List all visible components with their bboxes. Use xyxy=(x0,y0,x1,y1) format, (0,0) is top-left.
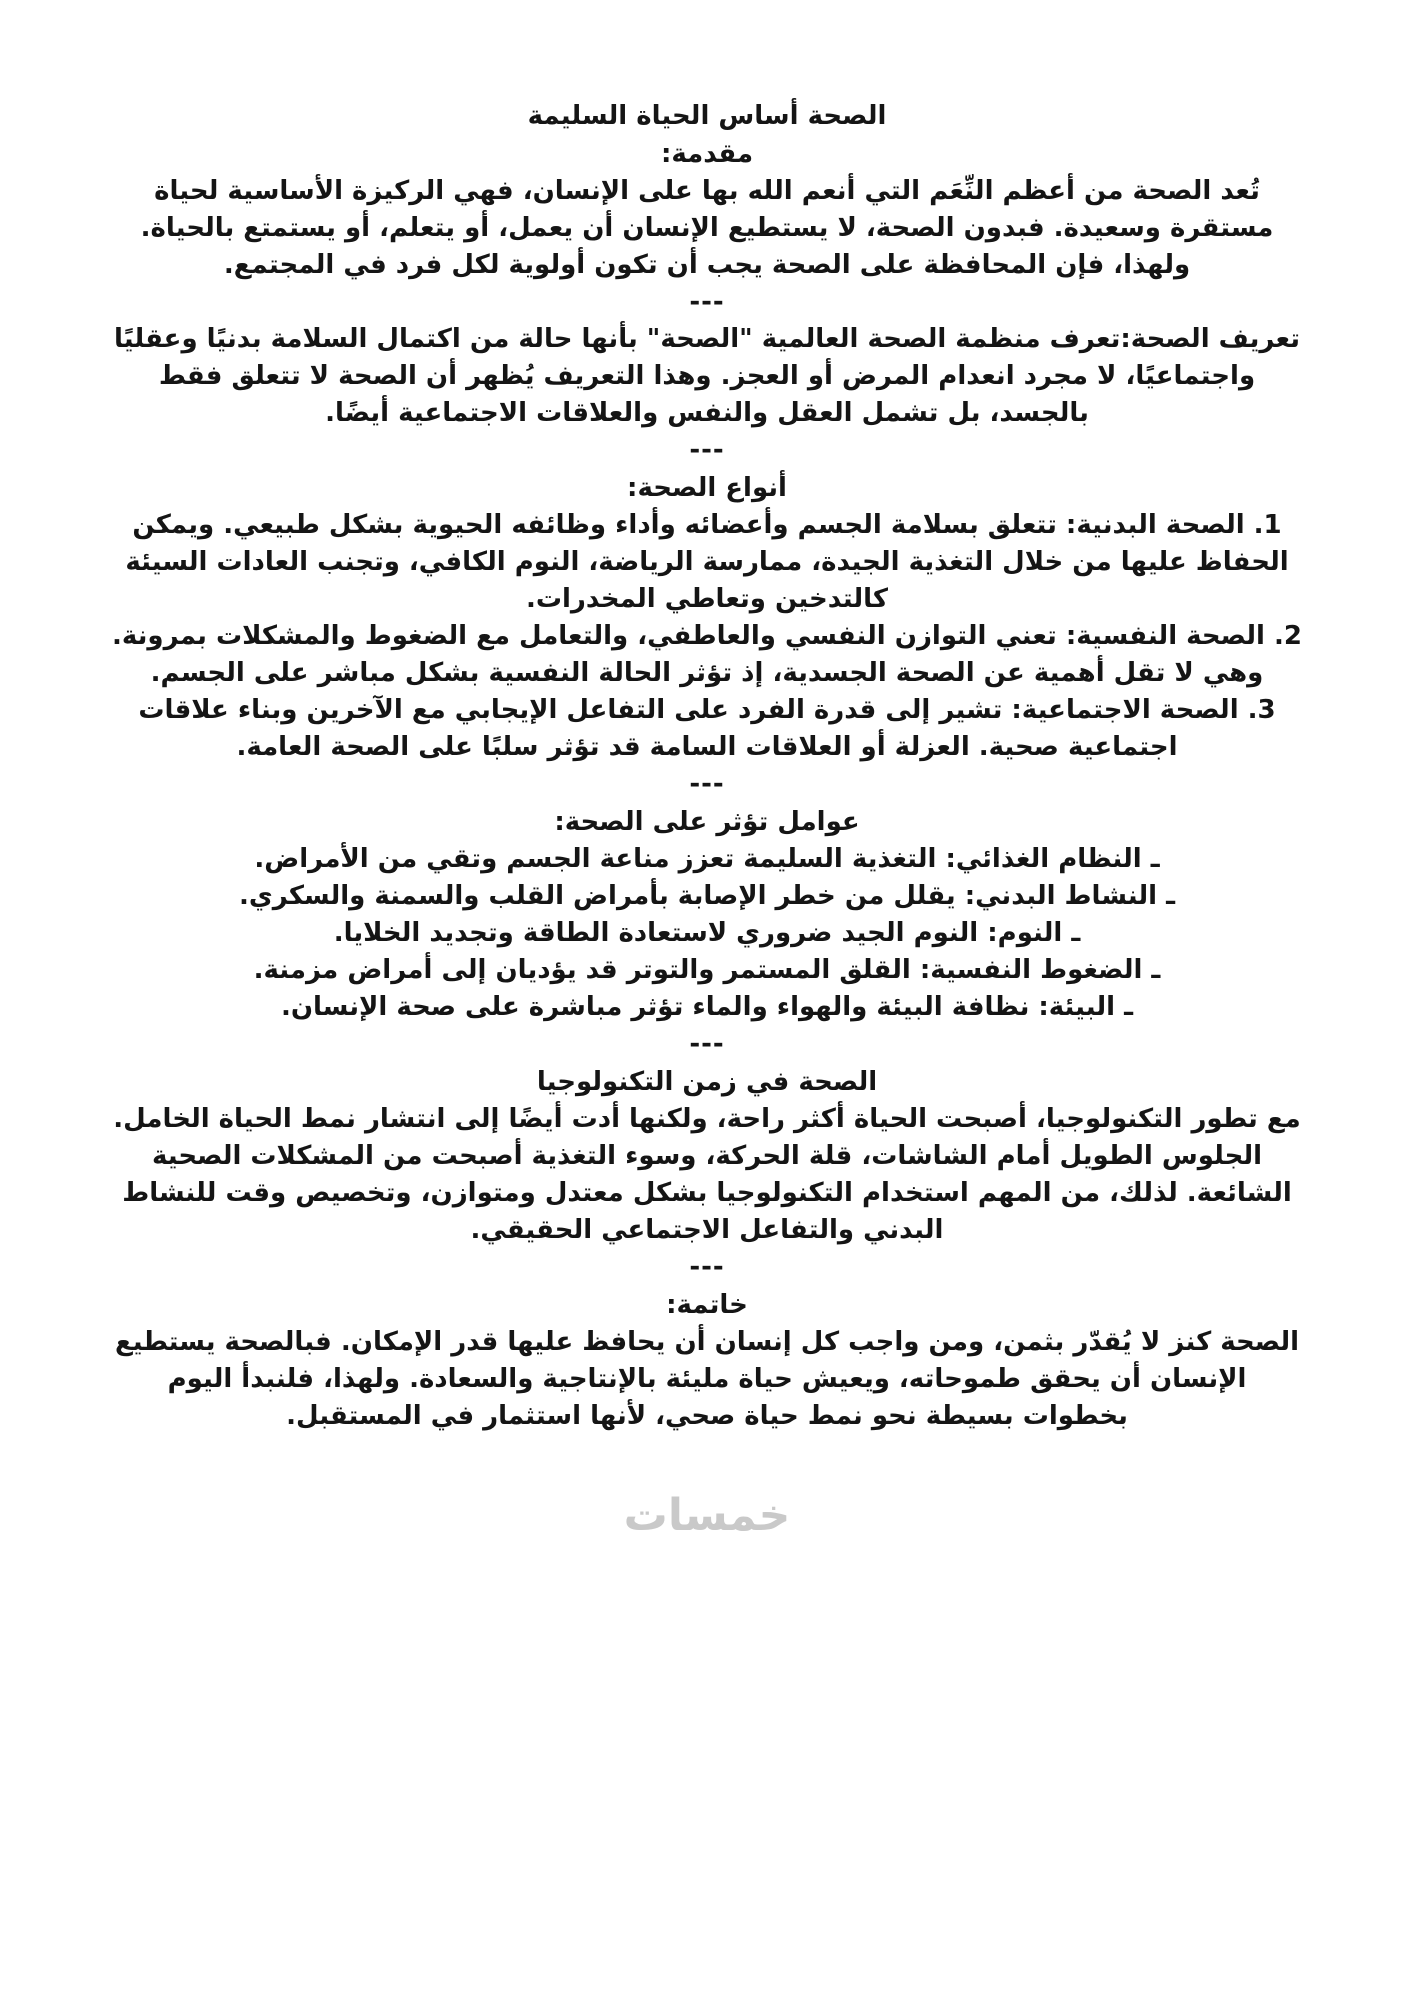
doc-heading: أنواع الصحة: xyxy=(627,473,787,503)
doc-heading: خاتمة: xyxy=(666,1290,748,1320)
doc-paragraph: تُعد الصحة من أعظم النِّعَم التي أنعم الله بها على الإنسان، فهي الركيزة الأساسية لحياة مستقرة وسعيدة. فبدون الصحة، لا يستطيع الإنسان أن يعمل، أو يتعلم، أو يستمتع بالحياة. ولهذا، فإن المحافظة على الصحة يجب أن تكون أولوية لكل فرد في المجتمع. xyxy=(140,176,1274,280)
doc-paragraph: 3. الصحة الاجتماعية: تشير إلى قدرة الفرد على التفاعل الإيجابي مع الآخرين وبناء علاقات اجتماعية صحية. العزلة أو العلاقات السامة قد تؤثر سلبًا على الصحة العامة. xyxy=(138,695,1276,762)
section-separator: --- xyxy=(689,435,725,465)
doc-paragraph: تعريف الصحة:تعرف منظمة الصحة العالمية "الصحة" بأنها حالة من اكتمال السلامة بدنيًا وعقليًا واجتماعيًا، لا مجرد انعدام المرض أو العجز. وهذا التعريف يُظهر أن الصحة لا تتعلق فقط بالجسد، بل تشمل العقل والنفس والعلاقات الاجتماعية أيضًا. xyxy=(113,324,1300,428)
doc-heading: مقدمة: xyxy=(660,139,754,169)
doc-heading: عوامل تؤثر على الصحة: xyxy=(554,807,860,837)
section-separator: --- xyxy=(689,287,725,317)
doc-paragraph: 2. الصحة النفسية: تعني التوازن النفسي والعاطفي، والتعامل مع الضغوط والمشكلات بمرونة. وهي لا تقل أهمية عن الصحة الجسدية، إذ تؤثر الحالة النفسية بشكل مباشر على الجسم. xyxy=(112,621,1302,688)
doc-paragraph: الصحة كنز لا يُقدّر بثمن، ومن واجب كل إنسان أن يحافظ عليها قدر الإمكان. فبالصحة يستطيع الإنسان أن يحقق طموحاته، ويعيش حياة مليئة بالإنتاجية والسعادة. ولهذا، فلنبدأ اليوم بخطوات بسيطة نحو نمط حياة صحي، لأنها استثمار في المستقبل. xyxy=(114,1327,1300,1431)
doc-list-item: ـ الضغوط النفسية: القلق المستمر والتوتر قد يؤديان إلى أمراض مزمنة. xyxy=(253,955,1161,985)
doc-heading: الصحة في زمن التكنولوجيا xyxy=(536,1067,878,1097)
doc-list-item: ـ النوم: النوم الجيد ضروري لاستعادة الطاقة وتجديد الخلايا. xyxy=(333,918,1081,948)
doc-paragraph: مع تطور التكنولوجيا، أصبحت الحياة أكثر راحة، ولكنها أدت أيضًا إلى انتشار نمط الحياة الخامل. الجلوس الطويل أمام الشاشات، قلة الحركة، وسوء التغذية أصبحت من المشكلات الصحية الشائعة. لذلك، من المهم استخدام التكنولوجيا بشكل معتدل ومتوازن، وتخصيص وقت للنشاط البدني والتفاعل الاجتماعي الحقيقي. xyxy=(113,1104,1301,1245)
section-separator: --- xyxy=(689,1252,725,1282)
section-separator: --- xyxy=(689,1029,725,1059)
doc-list-item: ـ النشاط البدني: يقلل من خطر الإصابة بأمراض القلب والسمنة والسكري. xyxy=(238,881,1175,911)
document-text xyxy=(112,98,1302,1435)
doc-paragraph: 1. الصحة البدنية: تتعلق بسلامة الجسم وأعضائه وأداء وظائفه الحيوية بشكل طبيعي. ويمكن الحفاظ عليها من خلال التغذية الجيدة، ممارسة الرياضة، النوم الكافي، وتجنب العادات السيئة كالتدخين وتعاطي المخدرات. xyxy=(125,510,1289,614)
doc-list-item: ـ النظام الغذائي: التغذية السليمة تعزز مناعة الجسم وتقي من الأمراض. xyxy=(254,844,1160,874)
khamsat-watermark: خمسات xyxy=(623,1490,791,1541)
doc-title: الصحة أساس الحياة السليمة xyxy=(527,101,887,131)
doc-list-item: ـ البيئة: نظافة البيئة والهواء والماء تؤثر مباشرة على صحة الإنسان. xyxy=(280,992,1134,1022)
section-separator: --- xyxy=(689,769,725,799)
